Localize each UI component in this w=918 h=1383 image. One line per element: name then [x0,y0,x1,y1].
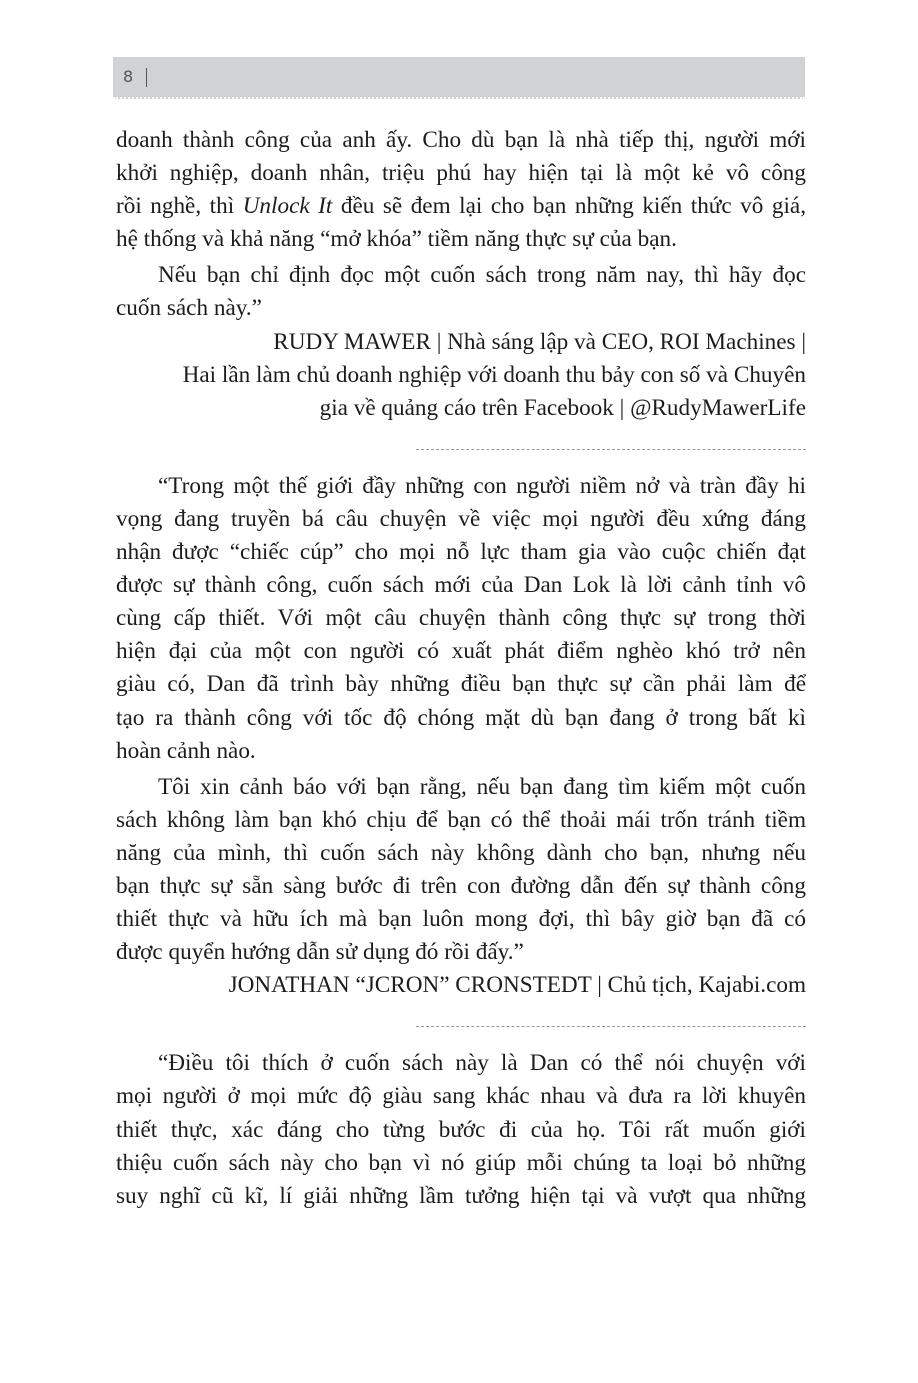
text-line: suy nghĩ cũ kĩ, lí giải những lầm tưởng hiện tại và vượt qua những [116,1182,806,1209]
text-line: doanh thành công của anh ấy. Cho dù bạn là nhà tiếp thị, người mới [116,127,806,153]
text-line: tạo ra thành công với tốc độ chóng mặt dù bạn đang ở trong bất kì [116,704,806,731]
text-line: hoàn cảnh nào. [116,737,256,764]
book-title: Unlock It [242,193,333,220]
attribution-line: gia về quảng cáo trên Facebook | @RudyMawerLife [319,394,806,421]
text-line: thiết thực và hữu ích mà bạn luôn mong đợi, thì bây giờ bạn đã có [116,906,806,933]
attribution-line: Hai lần làm chủ doanh nghiệp với doanh thu bảy con số và Chuyên [182,361,806,388]
text-line: “Trong một thế giới đầy những con người niềm nở và tràn đầy hi [158,472,806,499]
paragraph [116,259,806,325]
text-line: khởi nghiệp, doanh nhân, triệu phú hay hiện tại là một kẻ vô công [116,160,806,187]
attribution-line: RUDY MAWER | Nhà sáng lập và CEO, ROI Machines | [273,328,806,355]
text-line: “Điều tôi thích ở cuốn sách này là Dan có thể nói chuyện với [158,1050,806,1077]
text-line: giàu có, Dan đã trình bày những điều bạn thực sự cần phải làm để [116,671,806,698]
text-line: thiệu cuốn sách này cho bạn vì nó giúp mỗi chúng ta loại bỏ những [116,1149,806,1176]
dashed-divider [416,449,806,450]
attribution [116,969,806,1002]
text-line: hệ thống và khả năng “mở khóa” tiềm năng thực sự của bạn. [116,226,677,253]
text-line: năng của mình, thì cuốn sách này không dành cho bạn, nhưng nếu [116,839,806,866]
attribution [116,326,806,425]
header-separator [146,68,147,87]
text-line: được quyển hướng dẫn sử dụng đó rồi đấy.” [116,939,524,966]
text-line: sách không làm bạn khó chịu để bạn có thể thoải mái trốn tránh tiềm [116,806,806,833]
testimonial-rudy-mawer [116,124,806,450]
paragraph [116,771,806,970]
paragraph [116,124,806,256]
page-body [116,124,806,1213]
testimonial-jonathan-cronstedt [116,470,806,1028]
text-line: bạn thực sự sẵn sàng bước đi trên con đường dẫn đến sự thành công [116,872,806,899]
text-line: cuốn sách này.” [116,295,262,322]
text-line: được sự thành công, cuốn sách mới của Dan Lok là lời cảnh tỉnh vô [116,572,806,599]
text-line: cùng cấp thiết. Với một câu chuyện thành công thực sự trong thời [116,605,806,632]
paragraph [116,470,806,768]
text-line: nhận được “chiếc cúp” cho mọi nỗ lực tham gia vào cuộc chiến đạt [116,539,806,566]
attribution-line: JONATHAN “JCRON” CRONSTEDT | Chủ tịch, Kajabi.com [228,972,806,999]
text-line: thiết thực, xác đáng cho từng bước đi của họ. Tôi rất muốn giới [116,1116,806,1143]
testimonial-next [116,1047,806,1212]
paragraph [116,1047,806,1212]
text-line: rồi nghề, thì Unlock It đều sẽ đem lại cho bạn những kiến thức vô giá, [116,193,807,220]
text-line: vọng đang truyền bá câu chuyện về việc mọi người đều xứng đáng [116,505,806,532]
page-number: 8 [123,67,134,86]
text-line: Tôi xin cảnh báo với bạn rằng, nếu bạn đang tìm kiếm một cuốn [158,773,806,800]
text-line: mọi người ở mọi mức độ giàu sang khác nhau và đưa ra lời khuyên [116,1083,806,1110]
running-header-bar [113,57,805,99]
text-line: Nếu bạn chỉ định đọc một cuốn sách trong năm nay, thì hãy đọc [158,262,806,289]
dashed-divider [416,1026,806,1027]
text-line: hiện đại của một con người có xuất phát điểm nghèo khó trở nên [116,638,806,665]
